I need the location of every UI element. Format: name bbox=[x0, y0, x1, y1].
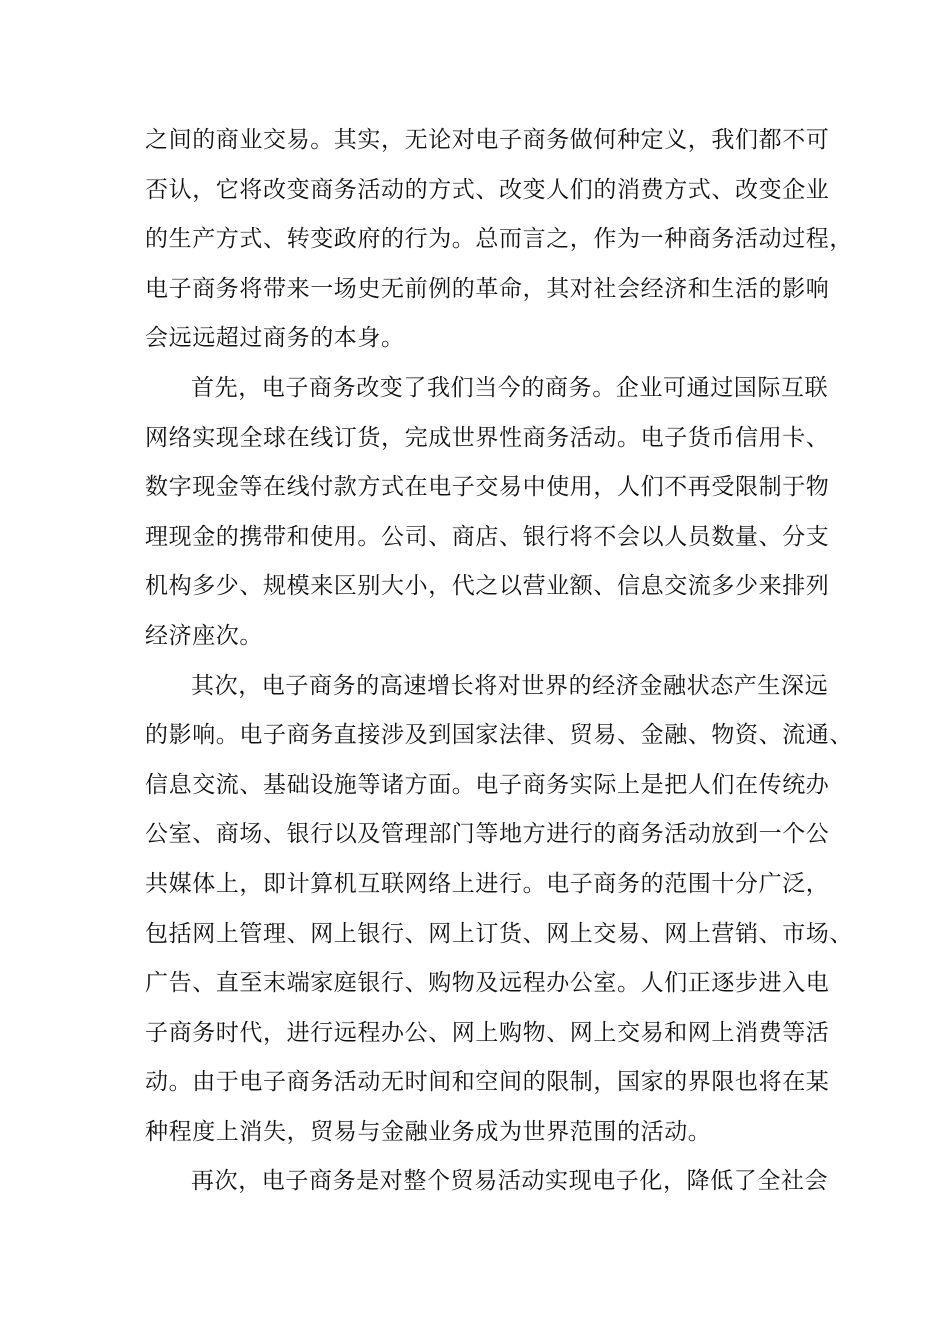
text-line: 否认，它将改变商务活动的方式、改变人们的消费方式、改变企业 bbox=[145, 176, 830, 203]
text-line: 种程度上消失，贸易与金融业务成为世界范围的活动。 bbox=[145, 1118, 712, 1145]
text-line: 数字现金等在线付款方式在电子交易中使用，人们不再受限制于物 bbox=[145, 474, 830, 501]
text-line: 信息交流、基础设施等诸方面。电子商务实际上是把人们在传统办 bbox=[145, 771, 830, 798]
text-line: 机构多少、规模来区别大小，代之以营业额、信息交流多少来排列 bbox=[145, 573, 830, 600]
text-line: 包括网上管理、网上银行、网上订货、网上交易、网上营销、市场、 bbox=[145, 920, 853, 947]
text-line: 共媒体上，即计算机互联网络上进行。电子商务的范围十分广泛， bbox=[145, 870, 830, 897]
text-line: 再次，电子商务是对整个贸易活动实现电子化，降低了全社会 bbox=[191, 1168, 829, 1195]
text-line: 广告、直至末端家庭银行、购物及远程办公室。人们正逐步进入电 bbox=[145, 970, 830, 997]
text-line: 动。由于电子商务活动无时间和空间的限制，国家的界限也将在某 bbox=[145, 1069, 830, 1096]
text-line: 的生产方式、转变政府的行为。总而言之，作为一种商务活动过程， bbox=[145, 226, 853, 253]
text-line: 经济座次。 bbox=[145, 622, 263, 649]
text-line: 网络实现全球在线订货，完成世界性商务活动。电子货币信用卡、 bbox=[145, 424, 830, 451]
text-line: 子商务时代，进行远程办公、网上购物、网上交易和网上消费等活 bbox=[145, 1019, 830, 1046]
text-line: 首先，电子商务改变了我们当今的商务。企业可通过国际互联 bbox=[191, 374, 829, 401]
text-line: 公室、商场、银行以及管理部门等地方进行的商务活动放到一个公 bbox=[145, 821, 830, 848]
text-line: 会远远超过商务的本身。 bbox=[145, 325, 405, 352]
document-body bbox=[145, 116, 853, 1207]
text-line: 电子商务将带来一场史无前例的革命，其对社会经济和生活的影响 bbox=[145, 275, 830, 302]
text-line: 的影响。电子商务直接涉及到国家法律、贸易、金融、物资、流通、 bbox=[145, 722, 853, 749]
text-line: 理现金的携带和使用。公司、商店、银行将不会以人员数量、分支 bbox=[145, 523, 830, 550]
text-line: 其次，电子商务的高速增长将对世界的经济金融状态产生深远 bbox=[191, 672, 829, 699]
text-line: 之间的商业交易。其实，无论对电子商务做何种定义，我们都不可 bbox=[145, 127, 830, 153]
